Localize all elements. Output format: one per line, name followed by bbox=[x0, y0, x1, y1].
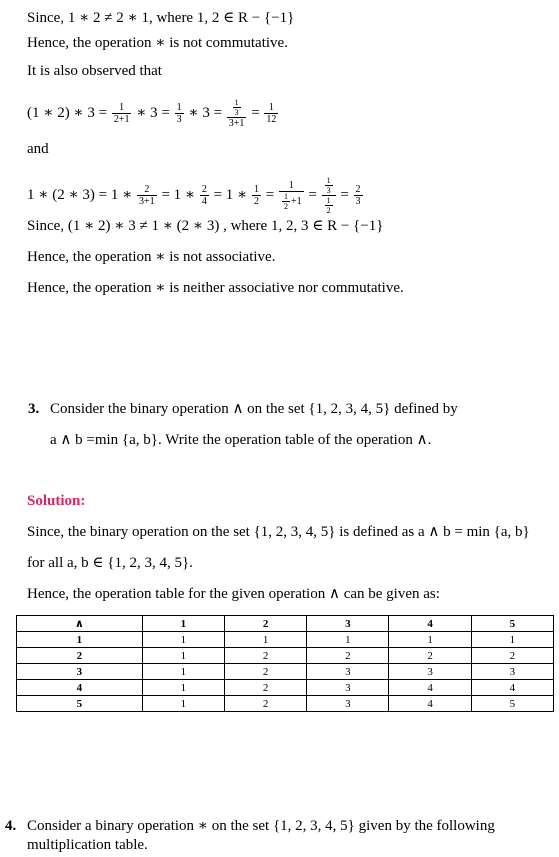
table-cell: 1 bbox=[307, 632, 389, 648]
eq1-lhs: (1 ∗ 2) ∗ 3 = bbox=[27, 104, 108, 121]
fraction: $\frac{1}{2+1}$ bbox=[113, 102, 130, 125]
table-cell: 2 bbox=[224, 664, 306, 680]
table-row bbox=[17, 680, 554, 696]
table-cell: 4 bbox=[389, 696, 471, 712]
table-cell: 1 bbox=[471, 632, 553, 648]
table-cell: 4 bbox=[471, 680, 553, 696]
table-cell: 3 bbox=[389, 664, 471, 680]
table-cell: 4 bbox=[389, 680, 471, 696]
table-cell: 1 bbox=[142, 680, 224, 696]
question-3-text-2: a ∧ b =min {a, b}. Write the operation table of the operation ∧. bbox=[50, 432, 432, 448]
table-row-header: 1 bbox=[17, 632, 143, 648]
table-cell: 3 bbox=[471, 664, 553, 680]
statement-not-associative: Hence, the operation ∗ is not associative. bbox=[27, 249, 276, 265]
solution-line-2: for all a, b ∈ {1, 2, 3, 4, 5}. bbox=[27, 555, 193, 571]
table-header-cell: 5 bbox=[471, 616, 553, 632]
table-cell: 2 bbox=[389, 648, 471, 664]
fraction: $\frac{2}{4}$ bbox=[201, 184, 207, 207]
table-cell: 1 bbox=[142, 648, 224, 664]
fraction: $\frac{2}{3}$ bbox=[355, 184, 361, 207]
table-cell: 2 bbox=[471, 648, 553, 664]
question-text: Consider a binary operation ∗ on the set {1, 2, 3, 4, 5} given by the following bbox=[27, 818, 495, 834]
fraction: $\frac{1}{12}$ bbox=[266, 102, 277, 125]
question-3 bbox=[28, 400, 458, 418]
fraction: $\frac{1}{2}$ bbox=[254, 184, 259, 207]
table-cell: 2 bbox=[224, 648, 306, 664]
statement-not-commutative-reason: Since, 1 ∗ 2 ≠ 2 ∗ 1, where 1, 2 ∈ R − {−1} bbox=[27, 10, 295, 26]
table-cell: 3 bbox=[307, 696, 389, 712]
fraction: $\frac{\frac{1}{3}}{\frac{1}{2}}$ bbox=[322, 176, 336, 215]
fraction: 1 $\frac{1}{2}$ +1 bbox=[279, 180, 304, 211]
fraction: $\frac{2}{3+1}$ bbox=[139, 184, 155, 207]
table-header-row bbox=[17, 616, 554, 632]
table-header-cell: 1 bbox=[142, 616, 224, 632]
table-row bbox=[17, 664, 554, 680]
statement-conclusion: Hence, the operation ∗ is neither associative nor commutative. bbox=[27, 280, 404, 296]
table-cell: 5 bbox=[471, 696, 553, 712]
table-cell: 2 bbox=[307, 648, 389, 664]
statement-not-commutative: Hence, the operation ∗ is not commutative. bbox=[27, 35, 288, 51]
table-row-header: 2 bbox=[17, 648, 143, 664]
question-text: Consider the binary operation ∧ on the set {1, 2, 3, 4, 5} defined by bbox=[50, 401, 458, 417]
table-cell: 1 bbox=[142, 664, 224, 680]
table-cell: 2 bbox=[224, 680, 306, 696]
table-cell: 1 bbox=[142, 696, 224, 712]
table-cell: 3 bbox=[307, 680, 389, 696]
table-cell: 3 bbox=[307, 664, 389, 680]
statement-not-equal: Since, (1 ∗ 2) ∗ 3 ≠ 1 ∗ (2 ∗ 3) , where 1, 2, 3 ∈ R − {−1} bbox=[27, 218, 384, 234]
table-row-header: 5 bbox=[17, 696, 143, 712]
table-header-cell: ∧ bbox=[17, 616, 143, 632]
question-4 bbox=[5, 817, 495, 835]
table-cell: 1 bbox=[389, 632, 471, 648]
table-cell: 1 bbox=[142, 632, 224, 648]
question-number: 4. bbox=[5, 818, 17, 834]
equation-right-assoc: 1 ∗ (2 ∗ 3) = 1 ∗ $\frac{2}{3+1}$ = 1 ∗ $\frac{2}{4}$ = 1 ∗ $\frac{1}{2}$ = 1 $\frac{1}{2}$ +1 = $\frac{\frac{1}{3}}{\frac{1}{2}}$ = $\frac{2}{3}$ bbox=[27, 176, 361, 215]
question-number: 3. bbox=[28, 401, 40, 417]
table-header-cell: 3 bbox=[307, 616, 389, 632]
table-row bbox=[17, 648, 554, 664]
table-row bbox=[17, 696, 554, 712]
and-label: and bbox=[27, 141, 49, 157]
statement-observed: It is also observed that bbox=[27, 63, 162, 79]
table-header-cell: 4 bbox=[389, 616, 471, 632]
operation-table bbox=[16, 615, 554, 712]
equation-left-assoc: (1 ∗ 2) ∗ 3 = $\frac{1}{2+1}$ ∗ 3 = $\frac{1}{3}$ ∗ 3 = $\frac{\frac{1}{3}}{3+1}$ = $\frac{1}{12}$ bbox=[27, 98, 277, 129]
fraction: $\frac{1}{3}$ bbox=[176, 102, 182, 125]
question-4-text-2: multiplication table. bbox=[27, 837, 148, 853]
table-row-header: 3 bbox=[17, 664, 143, 680]
table-header-cell: 2 bbox=[224, 616, 306, 632]
solution-label: Solution: bbox=[27, 493, 86, 509]
table-row-header: 4 bbox=[17, 680, 143, 696]
solution-line-1: Since, the binary operation on the set {1, 2, 3, 4, 5} is defined as a ∧ b = min {a, b} bbox=[27, 524, 530, 540]
solution-line-3: Hence, the operation table for the given operation ∧ can be given as: bbox=[27, 586, 440, 602]
table-row bbox=[17, 632, 554, 648]
table-cell: 2 bbox=[224, 696, 306, 712]
table-cell: 1 bbox=[224, 632, 306, 648]
fraction: $\frac{\frac{1}{3}}{3+1}$ bbox=[228, 98, 245, 129]
